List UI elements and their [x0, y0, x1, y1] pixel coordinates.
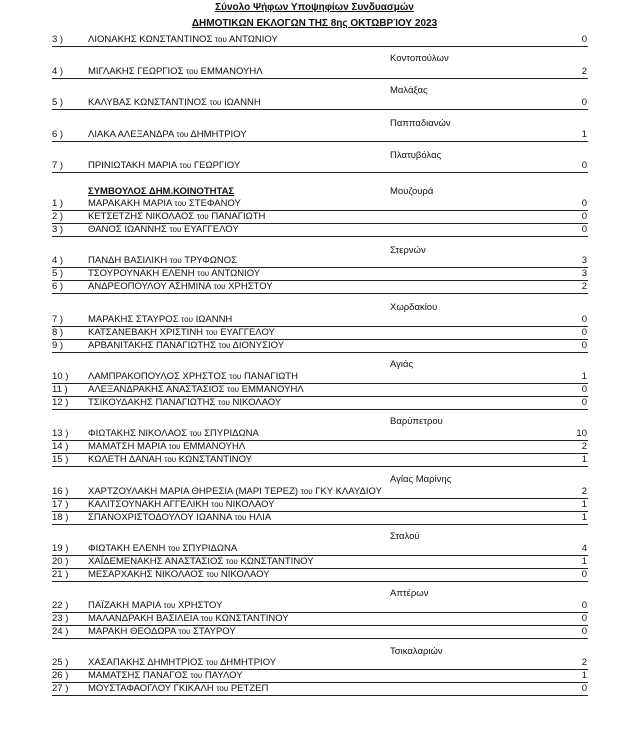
- vote-count: 2: [581, 657, 587, 668]
- vote-count: 1: [581, 670, 587, 681]
- vote-count: 0: [581, 34, 587, 45]
- vote-count: 0: [581, 569, 587, 580]
- vote-count: 0: [581, 211, 587, 222]
- area-label: Χωρδακίου: [390, 302, 438, 313]
- vote-count: 2: [581, 486, 587, 497]
- candidate-name: ΣΠΑΝΟΧΡΙΣΤΟΔΟΥΛΟΥ ΙΩΑΝΝΑ του ΗΛΙΑ: [88, 512, 272, 523]
- document-title: Σύνολο Ψήφων Υποψηφίων Συνδυασμών: [215, 2, 414, 13]
- vote-count: 2: [581, 441, 587, 452]
- area-label: Κοντοπούλων: [390, 53, 449, 64]
- vote-count: 2: [581, 281, 587, 292]
- candidate-number: 4 ): [52, 255, 64, 266]
- candidate-row: [52, 198, 588, 211]
- candidate-number: 2 ): [52, 211, 64, 222]
- candidate-name: ΦΙΩΤΑΚΗ ΕΛΕΝΗ του ΣΠΥΡΙΔΩΝΑ: [88, 543, 238, 554]
- area-label: Αγιάς: [390, 359, 414, 370]
- vote-count: 1: [581, 371, 587, 382]
- candidate-number: 24 ): [52, 626, 69, 637]
- candidate-name: ΜΟΥΣΤΑΦΑΟΓΛΟΥ ΓΚΙΚΑΛΗ του ΡΕΤΖΕΠ: [88, 683, 269, 694]
- candidate-name: ΚΑΤΣΑΝΕΒΑΚΗ ΧΡΙΣΤΙΝΗ του ΕΥΑΓΓΕΛΟΥ: [88, 327, 275, 338]
- candidate-number: 14 ): [52, 441, 69, 452]
- candidate-name: ΚΑΛΙΤΣΟΥΝΑΚΗ ΑΓΓΕΛΙΚΗ του ΝΙΚΟΛΑΟΥ: [88, 499, 275, 510]
- candidate-row: [52, 428, 588, 441]
- vote-count: 0: [581, 626, 587, 637]
- candidate-number: 5 ): [52, 268, 64, 279]
- candidate-name: ΧΑΪΔΕΜΕΝΑΚΗΣ ΑΝΑΣΤΑΣΙΟΣ του ΚΩΝΣΤΑΝΤΙΝΟΥ: [88, 556, 314, 567]
- candidate-name: ΧΑΡΤΖΟΥΛΑΚΗ ΜΑΡΙΑ ΘΗΡΕΣΙΑ (ΜΑΡΙ ΤΕΡΕΖ) του ΓΚΥ ΚΛΑΥΔΙΟΥ: [88, 486, 382, 497]
- area-label: Τσικαλαριών: [390, 646, 443, 657]
- candidate-row: [52, 340, 588, 353]
- candidate-number: 23 ): [52, 613, 69, 624]
- candidate-number: 16 ): [52, 486, 69, 497]
- document-subtitle: ΔΗΜΟΤΙΚΩΝ ΕΚΛΟΓΩΝ ΤΗΣ 8ης ΟΚΤΩΒΡΊΟΥ 2023: [191, 18, 438, 29]
- vote-count: 1: [581, 512, 587, 523]
- candidate-number: 11 ): [52, 384, 68, 395]
- vote-count: 2: [581, 66, 587, 77]
- candidate-number: 3 ): [52, 34, 64, 45]
- candidate-number: 8 ): [52, 327, 64, 338]
- vote-count: 0: [581, 683, 587, 694]
- area-label: Αγίας Μαρίνης: [390, 474, 452, 485]
- candidate-row: [52, 327, 588, 340]
- candidate-name: ΛΙΟΝΑΚΗΣ ΚΩΝΣΤΑΝΤΙΝΟΣ του ΑΝΤΩΝΙΟΥ: [88, 34, 278, 45]
- candidate-number: 20 ): [52, 556, 69, 567]
- candidate-row: [52, 600, 588, 613]
- candidate-row: [52, 224, 588, 237]
- area-label: Μαλάξας: [390, 85, 428, 96]
- candidate-number: 7 ): [52, 160, 64, 171]
- area-label: Απτέρων: [390, 588, 429, 599]
- candidate-name: ΑΡΒΑΝΙΤΑΚΗΣ ΠΑΝΑΓΙΩΤΗΣ του ΔΙΟΝΥΣΙΟΥ: [88, 340, 285, 351]
- candidate-name: ΤΣΟΥΡΟΥΝΑΚΗ ΕΛΕΝΗ του ΑΝΤΩΝΙΟΥ: [88, 268, 261, 279]
- candidate-row: [52, 569, 588, 582]
- candidate-name: ΧΑΣΑΠΑΚΗΣ ΔΗΜΗΤΡΙΟΣ του ΔΗΜΗΤΡΙΟΥ: [88, 657, 277, 668]
- candidate-row: [52, 371, 588, 384]
- candidate-number: 4 ): [52, 66, 64, 77]
- candidate-number: 3 ): [52, 224, 64, 235]
- candidate-name: ΜΑΡΑΚΗ ΘΕΟΔΩΡΑ του ΣΤΑΥΡΟΥ: [88, 626, 236, 637]
- candidate-name: ΜΙΓΛΑΚΗΣ ΓΕΩΡΓΙΟΣ του ΕΜΜΑΝΟΥΗΛ: [88, 66, 263, 77]
- candidate-name: ΛΑΜΠΡΑΚΟΠΟΥΛΟΣ ΧΡΗΣΤΟΣ του ΠΑΝΑΓΙΩΤΗ: [88, 371, 298, 382]
- section-heading: ΣΥΜΒΟΥΛΟΣ ΔΗΜ.ΚΟΙΝΟΤΗΤΑΣ: [88, 186, 235, 197]
- candidate-row: [52, 683, 588, 696]
- vote-count: 4: [581, 543, 587, 554]
- vote-count: 1: [581, 129, 587, 140]
- candidate-name: ΑΝΔΡΕΟΠΟΥΛΟΥ ΑΣΗΜΙΝΑ του ΧΡΗΣΤΟΥ: [88, 281, 273, 292]
- candidate-name: ΜΑΛΑΝΔΡΑΚΗ ΒΑΣΙΛΕΙΑ του ΚΩΝΣΤΑΝΤΙΝΟΥ: [88, 613, 289, 624]
- candidate-row: [52, 314, 588, 327]
- candidate-name: ΛΙΑΚΑ ΑΛΕΞΑΝΔΡΑ του ΔΗΜΗΤΡΙΟΥ: [88, 129, 247, 140]
- candidate-row: [52, 441, 588, 454]
- vote-count: 0: [581, 613, 587, 624]
- candidate-number: 26 ): [52, 670, 69, 681]
- candidate-name: ΑΛΕΞΑΝΔΡΑΚΗΣ ΑΝΑΣΤΑΣΙΟΣ του ΕΜΜΑΝΟΥΗΛ: [88, 384, 304, 395]
- candidate-number: 1 ): [52, 198, 64, 209]
- candidate-number: 19 ): [52, 543, 69, 554]
- candidate-number: 6 ): [52, 129, 64, 140]
- vote-count: 0: [581, 160, 587, 171]
- candidate-row: [52, 626, 588, 639]
- area-label: Στερνών: [390, 245, 426, 256]
- candidate-name: ΠΑΝΔΗ ΒΑΣΙΛΙΚΗ του ΤΡΥΦΩΝΟΣ: [88, 255, 238, 266]
- vote-count: 0: [581, 600, 587, 611]
- candidate-row: [52, 66, 588, 79]
- vote-count: 10: [576, 428, 587, 439]
- vote-count: 3: [581, 255, 587, 266]
- vote-count: 0: [581, 314, 587, 325]
- vote-count: 1: [581, 556, 587, 567]
- candidate-name: ΚΕΤΣΕΤΖΗΣ ΝΙΚΟΛΑΟΣ του ΠΑΝΑΓΙΩΤΗ: [88, 211, 266, 222]
- area-label: Πλατυβόλας: [390, 150, 442, 161]
- candidate-name: ΜΑΜΑΤΣΗΣ ΠΑΝΑΓΟΣ του ΠΑΥΛΟΥ: [88, 670, 243, 681]
- candidate-number: 5 ): [52, 97, 64, 108]
- vote-count: 1: [581, 499, 587, 510]
- area-label: Βαρύπετρου: [390, 416, 443, 427]
- candidate-row: [52, 543, 588, 556]
- candidate-name: ΚΩΛΕΤΗ ΔΑΝΑΗ του ΚΩΝΣΤΑΝΤΙΝΟΥ: [88, 454, 252, 465]
- candidate-name: ΜΕΣΑΡΧΑΚΗΣ ΝΙΚΟΛΑΟΣ του ΝΙΚΟΛΑΟΥ: [88, 569, 270, 580]
- candidate-name: ΚΑΛΥΒΑΣ ΚΩΝΣΤΑΝΤΙΝΟΣ του ΙΩΑΝΝΗ: [88, 97, 261, 108]
- candidate-row: [52, 160, 588, 173]
- candidate-number: 7 ): [52, 314, 64, 325]
- candidate-row: [52, 255, 588, 268]
- candidate-row: [52, 613, 588, 626]
- area-label: Σταλού: [390, 531, 420, 542]
- candidate-name: ΜΑΡΑΚΗΣ ΣΤΑΥΡΟΣ του ΙΩΑΝΝΗ: [88, 314, 233, 325]
- candidate-name: ΘΑΝΟΣ ΙΩΑΝΝΗΣ του ΕΥΑΓΓΕΛΟΥ: [88, 224, 239, 235]
- candidate-number: 13 ): [52, 428, 69, 439]
- candidate-number: 27 ): [52, 683, 69, 694]
- area-label: Μουζουρά: [390, 186, 434, 197]
- vote-count: 0: [581, 384, 587, 395]
- candidate-number: 17 ): [52, 499, 69, 510]
- candidate-number: 15 ): [52, 454, 69, 465]
- candidate-row: [52, 34, 588, 47]
- candidate-row: [52, 454, 588, 467]
- candidate-name: ΦΙΩΤΑΚΗΣ ΝΙΚΟΛΑΟΣ του ΣΠΥΡΙΔΩΝΑ: [88, 428, 259, 439]
- candidate-row: [52, 556, 588, 569]
- candidate-row: [52, 384, 588, 397]
- candidate-number: 21 ): [52, 569, 69, 580]
- vote-count: 3: [581, 268, 587, 279]
- candidate-row: [52, 499, 588, 512]
- vote-count: 0: [581, 97, 587, 108]
- vote-count: 0: [581, 224, 587, 235]
- candidate-number: 6 ): [52, 281, 64, 292]
- candidate-name: ΠΡΙΝΙΩΤΑΚΗ ΜΑΡΙΑ του ΓΕΩΡΓΙΟΥ: [88, 160, 241, 171]
- candidate-number: 25 ): [52, 657, 69, 668]
- candidate-row: [52, 97, 588, 110]
- candidate-name: ΜΑΜΑΤΣΗ ΜΑΡΙΑ του ΕΜΜΑΝΟΥΗΛ: [88, 441, 246, 452]
- candidate-row: [52, 268, 588, 281]
- candidate-number: 22 ): [52, 600, 69, 611]
- candidate-row: [52, 281, 588, 294]
- candidate-number: 10 ): [52, 371, 69, 382]
- area-label: Παππαδιανών: [390, 118, 451, 129]
- candidate-name: ΤΣΙΚΟΥΔΑΚΗΣ ΠΑΝΑΓΙΩΤΗΣ του ΝΙΚΟΛΑΟΥ: [88, 397, 282, 408]
- candidate-row: [52, 512, 588, 525]
- candidate-number: 12 ): [52, 397, 69, 408]
- vote-count: 0: [581, 397, 587, 408]
- candidate-row: [52, 486, 588, 499]
- vote-count: 0: [581, 198, 587, 209]
- candidate-row: [52, 211, 588, 224]
- vote-count: 0: [581, 327, 587, 338]
- candidate-number: 9 ): [52, 340, 64, 351]
- candidate-row: [52, 670, 588, 683]
- candidate-number: 18 ): [52, 512, 69, 523]
- candidate-row: [52, 129, 588, 142]
- candidate-name: ΜΑΡΑΚΑΚΗ ΜΑΡΙΑ του ΣΤΕΦΑΝΟΥ: [88, 198, 241, 209]
- vote-count: 0: [581, 340, 587, 351]
- candidate-row: [52, 397, 588, 410]
- candidate-row: [52, 657, 588, 670]
- candidate-name: ΠΑΪΖΑΚΗ ΜΑΡΙΑ του ΧΡΗΣΤΟΥ: [88, 600, 223, 611]
- vote-count: 1: [581, 454, 587, 465]
